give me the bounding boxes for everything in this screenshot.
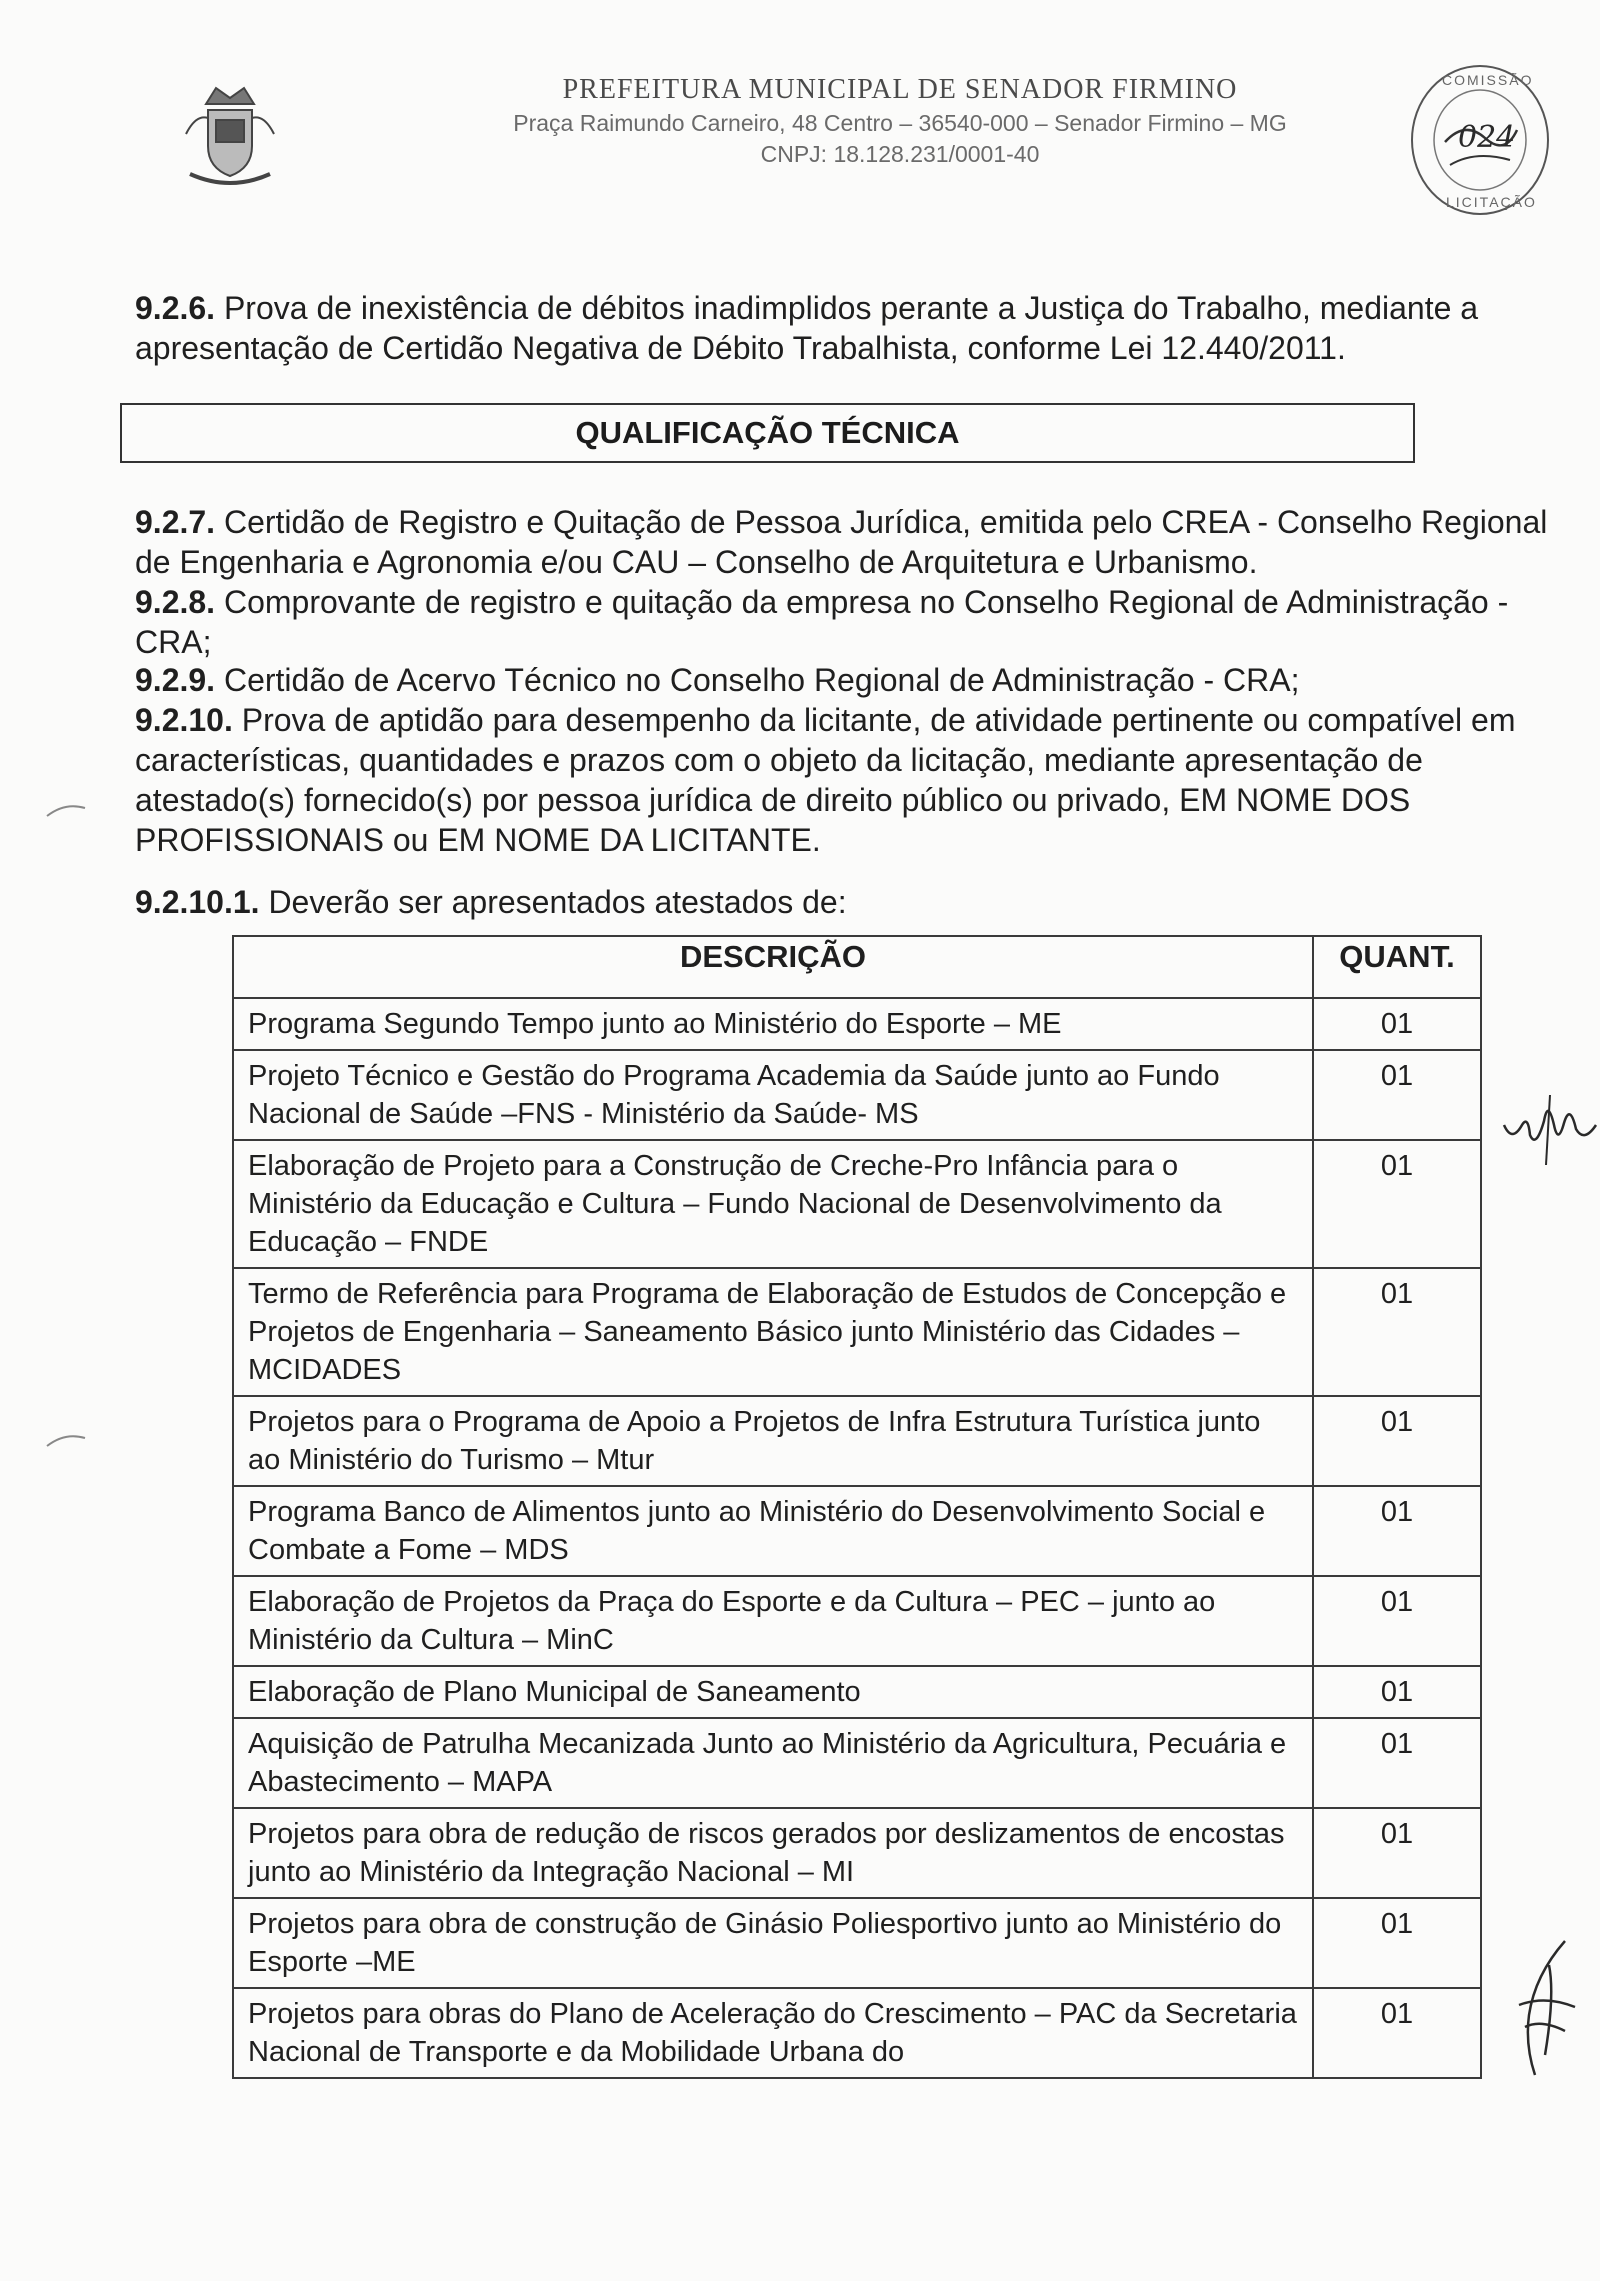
table-row [233,1140,1481,1268]
row-description: Aquisição de Patrulha Mecanizada Junto ao Ministério da Agricultura, Pecuária e Abastecimento – MAPA [233,1718,1313,1808]
col-header-description: DESCRIÇÃO [233,936,1313,998]
clause-9-2-6 [135,288,1565,368]
handwritten-initials [1500,1085,1600,1175]
table-row [233,1576,1481,1666]
row-quantity: 01 [1313,1050,1481,1140]
clause-9-2-10 [135,700,1565,860]
row-description: Programa Segundo Tempo junto ao Ministério do Esporte – ME [233,998,1313,1050]
clause-text: Prova de aptidão para desempenho da licitante, de atividade pertinente ou compatível em características, quantidades e prazos com o objeto da licitação, mediante apresentação de atestado(s) fornecido(s) por pessoa jurídica de direito público ou privado, EM NOME DOS PROFISSIONAIS ou EM NOME DA LICITANTE. [135,702,1516,858]
row-description: Projetos para obras do Plano de Aceleração do Crescimento – PAC da Secretaria Nacional de Transporte e da Mobilidade Urbana do [233,1988,1313,2078]
municipal-crest-icon [176,74,284,194]
clause-text: Certidão de Registro e Quitação de Pessoa Jurídica, emitida pelo CREA - Conselho Regional de Engenharia e Agronomia e/ou CAU – Conselho de Arquitetura e Urbanismo. [135,504,1548,580]
clause-number: 9.2.6. [135,290,216,326]
section-title-box [120,403,1415,463]
clause-9-2-9 [135,660,1565,700]
row-quantity: 01 [1313,1576,1481,1666]
row-description: Projetos para obra de construção de Ginásio Poliesportivo junto ao Ministério do Esporte –ME [233,1898,1313,1988]
clause-text: Comprovante de registro e quitação da empresa no Conselho Regional de Administração - CRA; [135,584,1509,660]
clause-number: 9.2.10.1. [135,884,260,920]
margin-mark [45,800,87,820]
table-row [233,1050,1481,1140]
row-description: Projeto Técnico e Gestão do Programa Academia da Saúde junto ao Fundo Nacional de Saúde –FNS - Ministério da Saúde- MS [233,1050,1313,1140]
margin-mark [45,1430,87,1450]
row-quantity: 01 [1313,1718,1481,1808]
stamp-bottom-text: LICITAÇÃO [1446,194,1537,210]
clause-number: 9.2.9. [135,662,216,698]
clause-text: Prova de inexistência de débitos inadimplidos perante a Justiça do Trabalho, mediante a apresentação de Certidão Negativa de Débito Trabalhista, conforme Lei 12.440/2011. [135,290,1479,366]
attestations-table [232,935,1482,2079]
table-row [233,1666,1481,1718]
clause-9-2-8 [135,582,1565,662]
row-description: Projetos para o Programa de Apoio a Projetos de Infra Estrutura Turística junto ao Ministério do Turismo – Mtur [233,1396,1313,1486]
clause-text: Deverão ser apresentados atestados de: [268,884,847,920]
row-description: Elaboração de Projetos da Praça do Esporte e da Cultura – PEC – junto ao Ministério da Cultura – MinC [233,1576,1313,1666]
letterhead [400,74,1400,168]
row-quantity: 01 [1313,1486,1481,1576]
row-description: Projetos para obra de redução de riscos gerados por deslizamentos de encostas junto ao Ministério da Integração Nacional – MI [233,1808,1313,1898]
col-header-quantity: QUANT. [1313,936,1481,998]
table-row [233,1808,1481,1898]
clause-number: 9.2.7. [135,504,216,540]
handwritten-signature [1505,1935,1585,2085]
row-quantity: 01 [1313,1808,1481,1898]
row-quantity: 01 [1313,998,1481,1050]
section-title: QUALIFICAÇÃO TÉCNICA [575,415,960,450]
row-quantity: 01 [1313,1268,1481,1396]
table-row [233,1396,1481,1486]
row-quantity: 01 [1313,1988,1481,2078]
table-header-row [233,936,1481,998]
stamp-top-text: COMISSÃO [1442,72,1534,88]
row-description: Programa Banco de Alimentos junto ao Ministério do Desenvolvimento Social e Combate a Fome – MDS [233,1486,1313,1576]
row-description: Elaboração de Plano Municipal de Saneamento [233,1666,1313,1718]
row-quantity: 01 [1313,1898,1481,1988]
row-description: Elaboração de Projeto para a Construção de Creche-Pro Infância para o Ministério da Educação e Cultura – Fundo Nacional de Desenvolvimento da Educação – FNDE [233,1140,1313,1268]
org-name: PREFEITURA MUNICIPAL DE SENADOR FIRMINO [562,74,1238,105]
row-description: Termo de Referência para Programa de Elaboração de Estudos de Concepção e Projetos de Engenharia – Saneamento Básico junto Ministério das Cidades – MCIDADES [233,1268,1313,1396]
table-row [233,998,1481,1050]
stamp-number: 024 [1458,120,1516,155]
row-quantity: 01 [1313,1396,1481,1486]
clause-text: Certidão de Acervo Técnico no Conselho Regional de Administração - CRA; [223,662,1300,698]
clause-9-2-7 [135,502,1565,582]
table-row [233,1898,1481,1988]
org-cnpj: CNPJ: 18.128.231/0001-40 [760,141,1040,167]
table-row [233,1718,1481,1808]
clause-number: 9.2.10. [135,702,233,738]
row-quantity: 01 [1313,1140,1481,1268]
table-row [233,1988,1481,2078]
table-row [233,1486,1481,1576]
table-row [233,1268,1481,1396]
clause-number: 9.2.8. [135,584,216,620]
clause-9-2-10-1 [135,882,1565,922]
row-quantity: 01 [1313,1666,1481,1718]
org-address: Praça Raimundo Carneiro, 48 Centro – 36540-000 – Senador Firmino – MG [513,110,1287,136]
